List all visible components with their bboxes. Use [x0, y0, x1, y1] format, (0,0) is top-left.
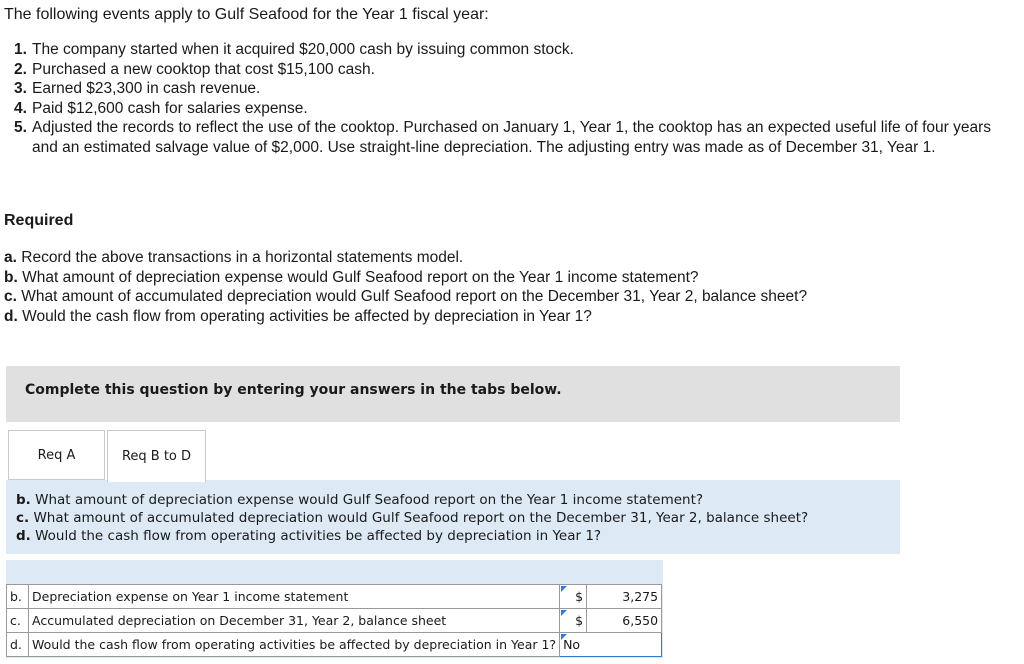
requirement-text: Record the above transactions in a horizontal statements model. [21, 249, 464, 266]
row-label: Would the cash flow from operating activities be affected by depreciation in Year 1? [29, 633, 560, 657]
question-letter: b. [16, 492, 31, 508]
required-heading: Required [4, 212, 74, 229]
depreciation-expense-input[interactable]: 3,275 [587, 585, 662, 609]
tab-req-a[interactable] [8, 430, 105, 480]
question-text: Would the cash flow from operating activities be affected by depreciation in Year 1? [35, 528, 602, 544]
row-letter: b. [7, 585, 29, 609]
dropdown-marker-icon [561, 634, 567, 640]
currency-cell [560, 585, 587, 609]
requirement-text: What amount of accumulated depreciation would Gulf Seafood report on the December 31, Year 2, balance sheet? [21, 288, 808, 305]
requirements-list [4, 248, 807, 326]
requirement-item [4, 248, 807, 268]
select-value: No [563, 637, 581, 652]
row-letter: d. [7, 633, 29, 657]
table-row [7, 585, 662, 609]
event-number: 4. [14, 99, 27, 117]
tab-question [16, 527, 601, 545]
event-text: Paid $12,600 cash for salaries expense. [32, 99, 308, 117]
table-row [7, 633, 662, 657]
event-number: 1. [14, 41, 27, 58]
event-text: The company started when it acquired $20,000 cash by issuing common stock. [32, 41, 574, 58]
tab-label: Req A [37, 447, 76, 463]
requirement-letter: a. [4, 249, 17, 266]
table-row [7, 609, 662, 633]
event-text: Earned $23,300 in cash revenue. [32, 80, 261, 97]
question-letter: d. [16, 528, 31, 544]
problem-intro: The following events apply to Gulf Seafood for the Year 1 fiscal year: [4, 6, 489, 23]
event-item [14, 60, 1004, 80]
tab-question-panel [6, 480, 900, 554]
event-item [14, 118, 1004, 157]
currency-cell [560, 609, 587, 633]
event-item [14, 99, 1004, 119]
event-item [14, 40, 1004, 60]
tab-req-b-to-d[interactable] [107, 430, 206, 482]
question-letter: c. [16, 510, 30, 526]
events-list [14, 40, 1004, 157]
requirement-letter: d. [4, 307, 18, 325]
instructions-text: Complete this question by entering your answers in the tabs below. [25, 382, 562, 398]
requirement-item [4, 287, 807, 307]
event-number: 2. [14, 60, 27, 78]
currency-symbol: $ [575, 613, 584, 628]
input-marker-icon [561, 586, 567, 592]
event-item [14, 79, 1004, 99]
question-text: What amount of depreciation expense would Gulf Seafood report on the Year 1 income statement? [35, 492, 704, 508]
question-text: What amount of accumulated depreciation would Gulf Seafood report on the December 31, Year 2, balance sheet? [33, 510, 809, 526]
row-label: Depreciation expense on Year 1 income statement [29, 585, 560, 609]
event-text: Purchased a new cooktop that cost $15,100 cash. [32, 60, 375, 78]
currency-symbol: $ [575, 589, 584, 604]
event-number: 3. [14, 80, 27, 97]
accumulated-depreciation-input[interactable]: 6,550 [587, 609, 662, 633]
requirement-text: Would the cash flow from operating activities be affected by depreciation in Year 1? [22, 307, 592, 325]
requirement-item [4, 307, 807, 327]
event-number: 5. [14, 119, 27, 136]
row-letter: c. [7, 609, 29, 633]
requirement-letter: c. [4, 288, 17, 305]
requirement-item [4, 268, 807, 288]
tab-label: Req B to D [121, 449, 192, 464]
event-text: Adjusted the records to reflect the use of the cooktop. Purchased on January 1, Year 1, the cooktop has an expected useful life of four years and an estimated salvage value of $2,000. Use straight-line depreciation. The adjusting entry was made as of December 31, Year 1. [32, 119, 992, 156]
row-label: Accumulated depreciation on December 31, Year 2, balance sheet [29, 609, 560, 633]
requirement-text: What amount of depreciation expense would Gulf Seafood report on the Year 1 income statement? [22, 268, 699, 286]
cash-flow-effect-select[interactable] [560, 633, 662, 657]
answer-table [6, 584, 662, 657]
instructions-banner [6, 366, 900, 422]
tab-question [16, 491, 703, 509]
tab-question [16, 509, 808, 527]
input-marker-icon [561, 610, 567, 616]
requirement-letter: b. [4, 268, 18, 286]
